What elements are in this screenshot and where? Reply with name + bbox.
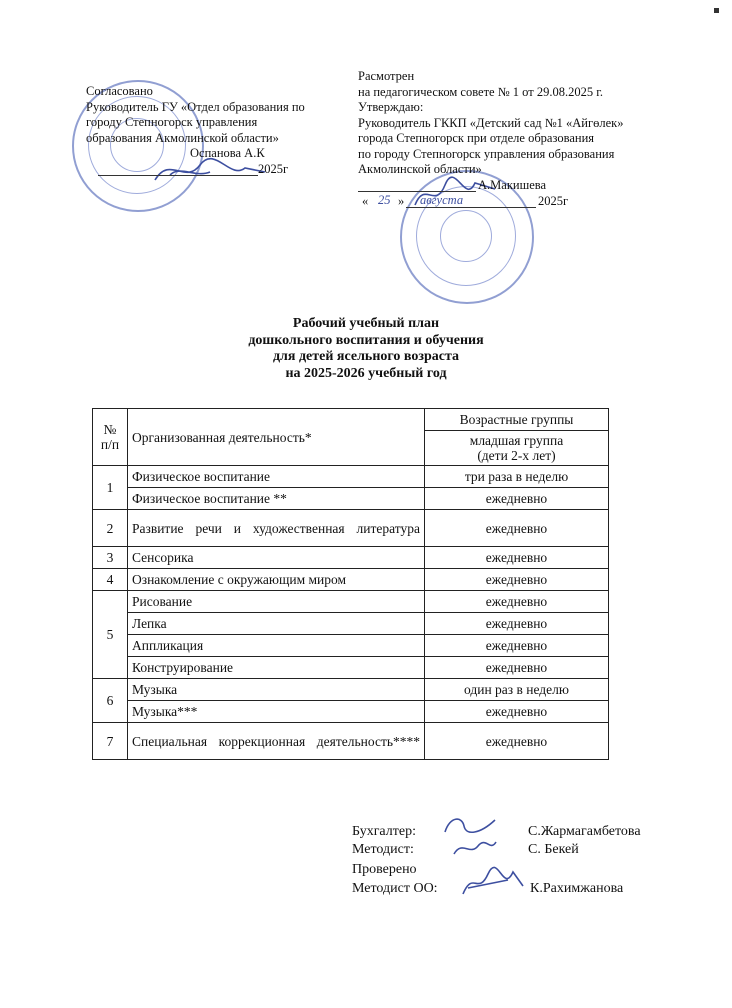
activity-cell: Специальная коррекционная деятельность**** [128,723,425,760]
approval-right-line: Акмолинской области» [358,162,482,176]
approval-right-line: города Степногорск при отделе образования [358,131,595,145]
frequency-cell: ежедневно [425,591,609,613]
handwritten-month: августа [420,192,464,207]
table-row [93,591,609,613]
document-title [0,316,732,382]
title-line: на 2025-2026 учебный год [285,365,447,381]
approval-left-line: Согласовано [86,84,153,98]
activity-cell: Аппликация [128,635,425,657]
date-quote-close: » [398,193,405,208]
row-number: 4 [93,569,128,591]
row-number: 6 [93,679,128,723]
frequency-cell: ежедневно [425,488,609,510]
signature-methodist-oo [458,866,528,900]
frequency-cell: ежедневно [425,723,609,760]
frequency-cell: ежедневно [425,657,609,679]
approval-right-year: 2025г [538,193,569,208]
activity-cell: Физическое воспитание [128,466,425,488]
signature-role: Методист ОО: [352,881,438,896]
table-row [93,657,609,679]
title-line: Рабочий учебный план [292,316,440,331]
signature-role: Бухгалтер: [352,824,416,839]
signature-role: Методист: [352,842,414,857]
approval-right-signatory: А.Макишева [478,177,547,192]
table-row [93,466,609,488]
checked-label: Проверено [352,862,417,877]
title-line: для детей ясельного возраста [272,349,460,364]
approval-right-block [358,69,688,210]
approval-right-line: Утверждаю: [358,100,424,114]
table-row [93,679,609,701]
frequency-cell: три раза в неделю [425,466,609,488]
activity-cell: Рисование [128,591,425,613]
approval-left-line: образования Акмолинской области» [86,130,279,145]
header-activity: Организованная деятельность* [128,409,425,466]
scan-dot [714,8,719,13]
activity-cell: Музыка*** [128,701,425,723]
approval-right-line: на педагогическом совете № 1 от 29.08.2025 г. [358,84,604,99]
table-row [93,613,609,635]
row-number: 5 [93,591,128,679]
table-row [93,488,609,510]
curriculum-table [92,408,609,760]
header-group [425,431,609,466]
header-age-groups: Возрастные группы [425,409,609,431]
header-group-name: младшая группа [469,433,564,448]
signature-name: С.Жармагамбетова [528,824,641,839]
approval-left-line: городу Степногорск управления [86,115,258,129]
activity-cell: Музыка [128,679,425,701]
frequency-cell: один раз в неделю [425,679,609,701]
signature-methodist [450,836,500,860]
approval-left-year: 2025г [258,161,289,176]
table-row [93,723,609,760]
approval-left-block [86,84,356,178]
signature-name: К.Рахимжанова [530,881,624,896]
approval-right-line: Расмотрен [358,69,415,83]
frequency-cell: ежедневно [425,569,609,591]
row-number: 3 [93,547,128,569]
handwritten-day: 25 [378,192,391,207]
frequency-cell: ежедневно [425,547,609,569]
signature-name: С. Бекей [528,842,579,857]
table-row [93,510,609,547]
date-quote-open: « [362,193,369,208]
table-row [93,635,609,657]
activity-cell: Физическое воспитание ** [128,488,425,510]
frequency-cell: ежедневно [425,613,609,635]
activity-cell: Развитие речи и художественная литература [128,510,425,547]
table-row [93,569,609,591]
signature-accountant [440,812,500,838]
row-number: 1 [93,466,128,510]
frequency-cell: ежедневно [425,701,609,723]
frequency-cell: ежедневно [425,510,609,547]
header-number: № п/п [93,409,128,466]
table-row [93,547,609,569]
row-number: 7 [93,723,128,760]
table-row [93,701,609,723]
activity-cell: Конструирование [128,657,425,679]
activity-cell: Сенсорика [128,547,425,569]
frequency-cell: ежедневно [425,635,609,657]
approval-right-line: по городу Степногорск управления образования [358,146,615,161]
approval-left-line: Руководитель ГУ «Отдел образования по [86,99,305,114]
approval-left-signatory: Оспанова А.К [190,146,265,160]
header-group-age: (дети 2-х лет) [477,448,556,463]
title-line: дошкольного воспитания и обучения [248,332,484,348]
activity-cell: Ознакомление с окружающим миром [128,569,425,591]
table-header-row [93,409,609,431]
row-number: 2 [93,510,128,547]
approval-right-line: Руководитель ГККП «Детский сад №1 «Айгөлек» [358,115,624,130]
activity-cell: Лепка [128,613,425,635]
